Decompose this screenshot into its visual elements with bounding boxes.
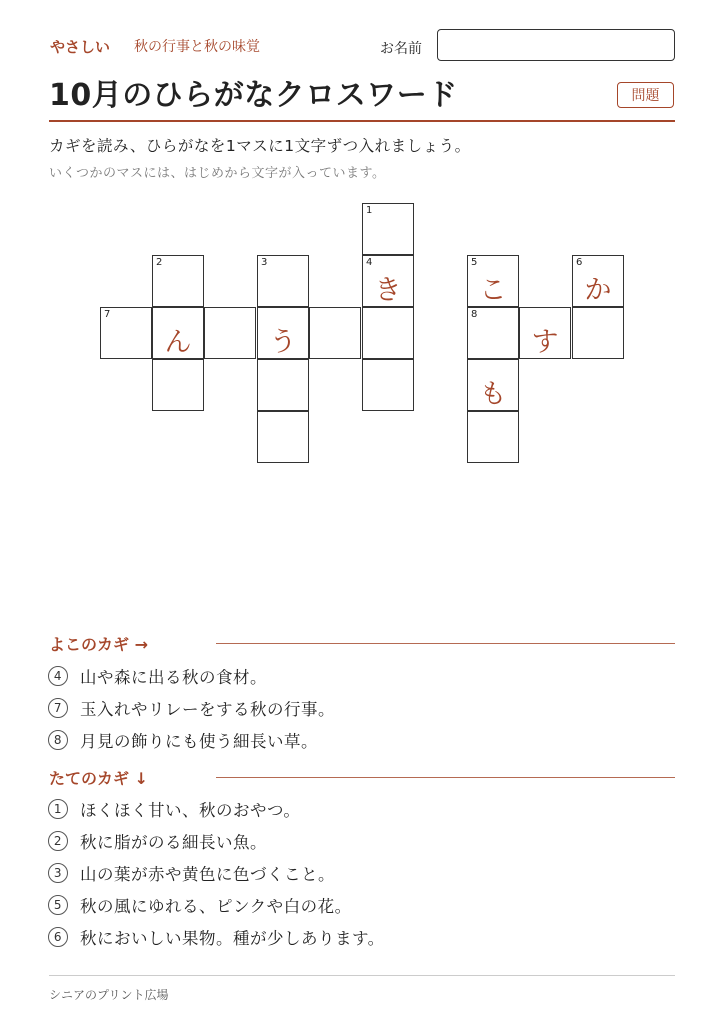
grid-cell[interactable] bbox=[572, 255, 624, 307]
grid-cell[interactable] bbox=[257, 307, 309, 359]
clue-text: ほくほく甘い、秋のおやつ。 bbox=[80, 801, 301, 820]
clue-number: 2 bbox=[48, 831, 68, 851]
footer-site-name: シニアのプリント広場 bbox=[49, 988, 169, 1002]
name-field[interactable] bbox=[437, 29, 675, 61]
grid-cell[interactable] bbox=[204, 307, 256, 359]
cell-letter: す bbox=[531, 327, 559, 358]
clue-number: 5 bbox=[48, 895, 68, 915]
down-heading: たてのカギ ↓ bbox=[49, 769, 148, 788]
instructions-sub: いくつかのマスには、はじめから文字が入っています。 bbox=[49, 166, 386, 181]
cell-letter: き bbox=[374, 275, 402, 306]
across-clue bbox=[48, 664, 267, 688]
grid-cell[interactable] bbox=[100, 307, 152, 359]
cell-number: 3 bbox=[261, 257, 268, 268]
clue-number: 4 bbox=[48, 666, 68, 686]
grid-cell[interactable] bbox=[467, 255, 519, 307]
clue-text: 月見の飾りにも使う細長い草。 bbox=[80, 732, 318, 751]
grid-cell[interactable] bbox=[362, 359, 414, 411]
grid-cell[interactable] bbox=[467, 307, 519, 359]
problem-badge: 問題 bbox=[617, 82, 674, 108]
instructions-main: カギを読み、ひらがなを1マスに1文字ずつ入れましょう。 bbox=[49, 137, 471, 155]
clue-number: 3 bbox=[48, 863, 68, 883]
cell-number: 8 bbox=[471, 309, 478, 320]
clue-text: 秋においしい果物。種が少しあります。 bbox=[80, 929, 385, 948]
down-clue bbox=[48, 797, 300, 821]
cell-letter: ん bbox=[164, 327, 192, 358]
footer-divider bbox=[49, 975, 675, 976]
down-clue bbox=[48, 861, 335, 885]
page-title: 10月のひらがなクロスワード bbox=[49, 78, 458, 113]
grid-cell[interactable] bbox=[257, 411, 309, 463]
down-clue bbox=[48, 925, 385, 949]
clue-text: 山の葉が赤や黄色に色づくこと。 bbox=[80, 865, 335, 884]
cell-number: 4 bbox=[366, 257, 373, 268]
across-clue bbox=[48, 728, 318, 752]
grid-cell[interactable] bbox=[152, 307, 204, 359]
down-divider bbox=[216, 777, 675, 778]
title-divider bbox=[49, 120, 675, 122]
cell-number: 6 bbox=[576, 257, 583, 268]
across-clue bbox=[48, 696, 335, 720]
across-heading: よこのカギ → bbox=[49, 635, 148, 654]
clue-text: 玉入れやリレーをする秋の行事。 bbox=[80, 700, 335, 719]
difficulty-label: やさしい bbox=[50, 38, 111, 56]
cell-letter: か bbox=[584, 275, 612, 306]
grid-cell[interactable] bbox=[362, 255, 414, 307]
grid-cell[interactable] bbox=[362, 307, 414, 359]
cell-letter: こ bbox=[479, 275, 507, 306]
grid-cell[interactable] bbox=[467, 411, 519, 463]
cell-letter: う bbox=[269, 327, 297, 358]
name-label: お名前 bbox=[380, 41, 422, 57]
grid-cell[interactable] bbox=[257, 359, 309, 411]
grid-cell[interactable] bbox=[362, 203, 414, 255]
clue-number: 6 bbox=[48, 927, 68, 947]
grid-cell[interactable] bbox=[519, 307, 571, 359]
theme-label: 秋の行事と秋の味覚 bbox=[134, 39, 260, 55]
clue-text: 秋に脂がのる細長い魚。 bbox=[80, 833, 267, 852]
cell-letter: も bbox=[479, 379, 507, 410]
grid-cell[interactable] bbox=[309, 307, 361, 359]
cell-number: 7 bbox=[104, 309, 111, 320]
cell-number: 2 bbox=[156, 257, 163, 268]
down-clue bbox=[48, 829, 267, 853]
clue-text: 山や森に出る秋の食材。 bbox=[80, 668, 267, 687]
clue-number: 8 bbox=[48, 730, 68, 750]
cell-number: 1 bbox=[366, 205, 373, 216]
grid-cell[interactable] bbox=[152, 255, 204, 307]
grid-cell[interactable] bbox=[467, 359, 519, 411]
cell-number: 5 bbox=[471, 257, 478, 268]
clue-number: 7 bbox=[48, 698, 68, 718]
down-clue bbox=[48, 893, 352, 917]
clue-number: 1 bbox=[48, 799, 68, 819]
clue-text: 秋の風にゆれる、ピンクや白の花。 bbox=[80, 897, 352, 916]
grid-cell[interactable] bbox=[257, 255, 309, 307]
across-divider bbox=[216, 643, 675, 644]
grid-cell[interactable] bbox=[572, 307, 624, 359]
grid-cell[interactable] bbox=[152, 359, 204, 411]
